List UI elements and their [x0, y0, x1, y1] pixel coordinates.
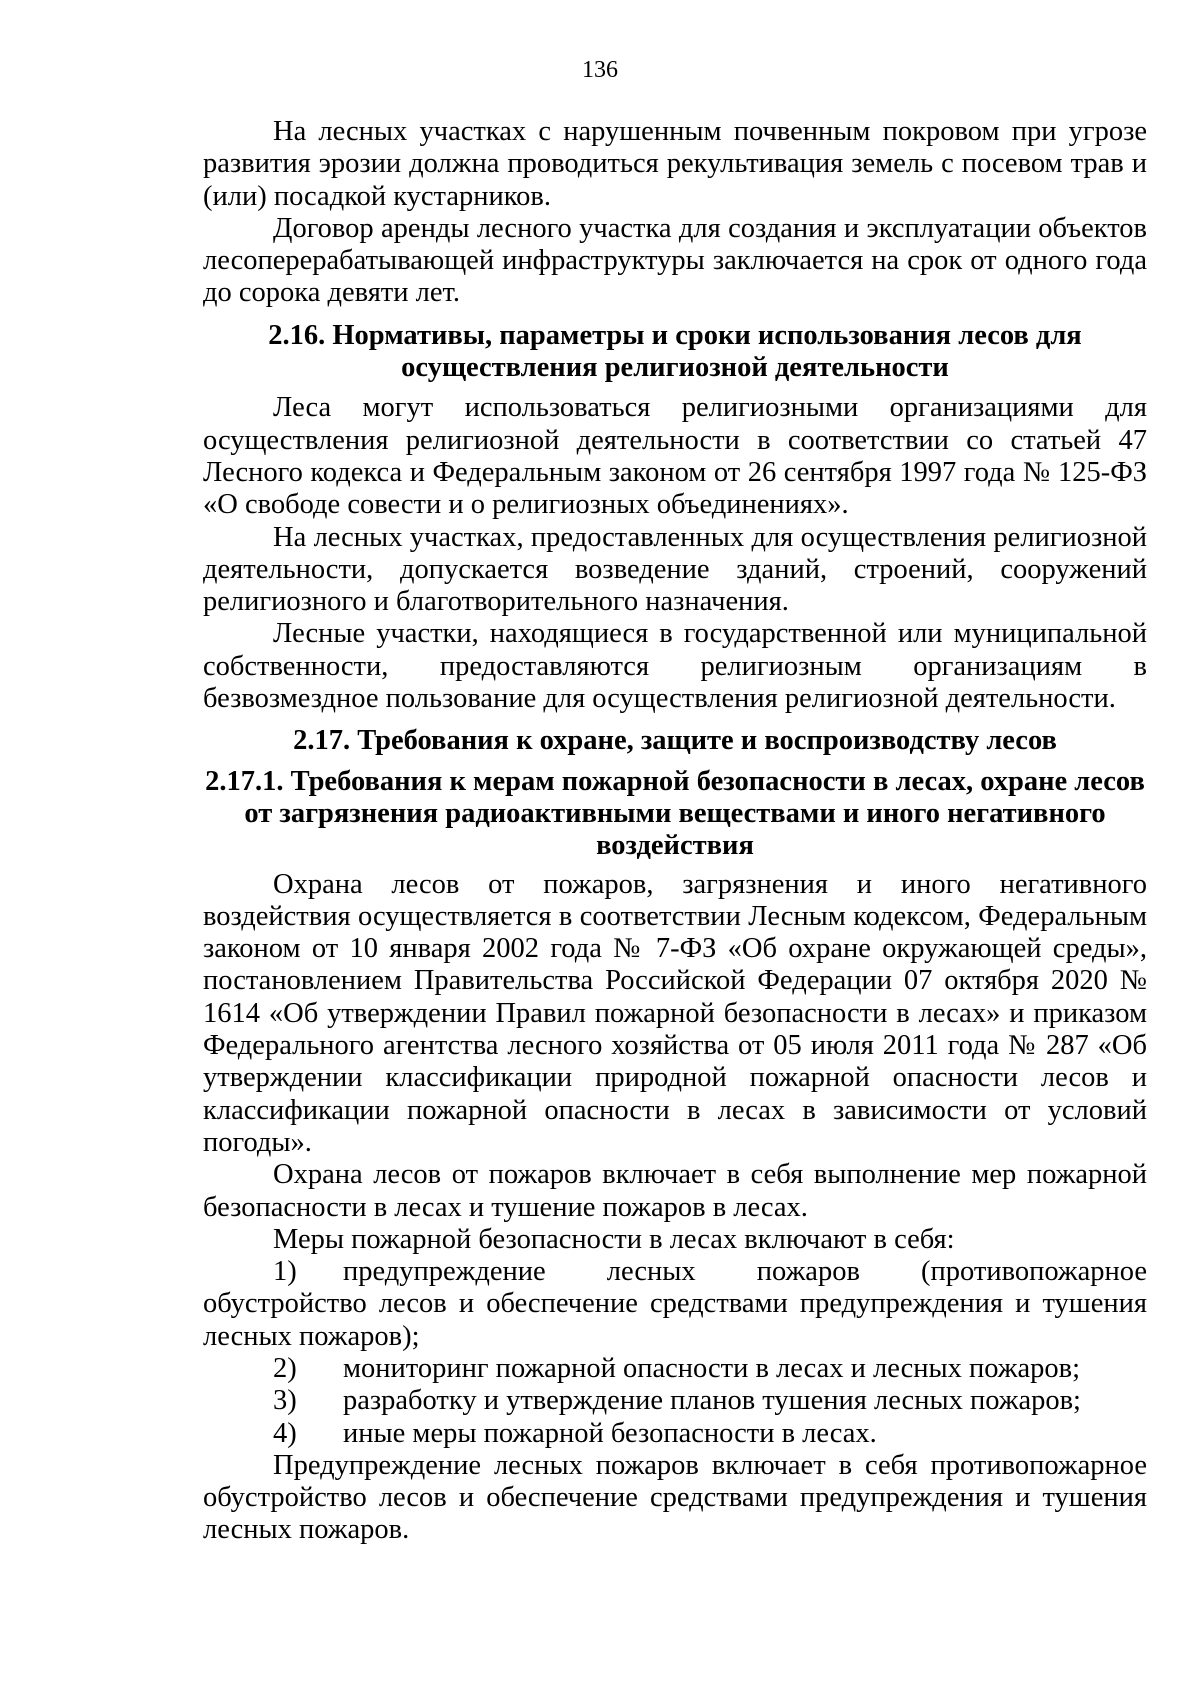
paragraph-forest-protection-law: Охрана лесов от пожаров, загрязнения и иного негативного воздействия осуществляется в соответствии Лесным кодексом, Федеральным законом от 10 января 2002 года № 7-ФЗ «Об охране окружающей среды», постановлением Правительства Российской Федерации 07 октября 2020 № 1614 «Об утверждении Правил пожарной безопасности в лесах» и приказом Федерального агентства лесного хозяйства от 05 июля 2011 года № 287 «Об утверждении классификации природной пожарной опасности лесов и классификации пожарной опасности в лесах в зависимости от условий погоды». [203, 868, 1147, 1158]
paragraph-fire-measures-intro: Меры пожарной безопасности в лесах включают в себя: [273, 1223, 955, 1255]
list-number: 4) [273, 1417, 297, 1449]
document-body [203, 116, 1147, 1547]
list-item-2 [203, 1353, 1147, 1385]
list-item-3 [203, 1385, 1147, 1417]
list-item-text: мониторинг пожарной опасности в лесах и лесных пожаров; [343, 1352, 1081, 1384]
paragraph-lease-term: Договор аренды лесного участка для создания и эксплуатации объектов лесоперерабатывающей инфраструктуры заключается на срок от одного года до сорока девяти лет. [203, 212, 1147, 309]
list-number: 2) [273, 1352, 297, 1384]
paragraph-fire-protection: Охрана лесов от пожаров включает в себя выполнение мер пожарной безопасности в лесах и тушение пожаров в лесах. [203, 1159, 1147, 1223]
list-number: 3) [273, 1385, 297, 1417]
list-item-1 [203, 1256, 1147, 1353]
paragraph-recultivation: На лесных участках с нарушенным почвенным покровом при угрозе развития эрозии должна проводиться рекультивация земель с посевом трав и (или) посадкой кустарников. [203, 116, 1147, 212]
list-number: 1) [273, 1256, 297, 1288]
section-heading-2-16: 2.16. Нормативы, параметры и сроки использования лесов для осуществления религиозной деятельности [268, 319, 1082, 384]
paragraph-religious-buildings: На лесных участках, предоставленных для осуществления религиозной деятельности, допускается возведение зданий, строений, сооружений религиозного и благотворительного назначения. [203, 521, 1147, 618]
page-number: 136 [582, 57, 618, 83]
paragraph-fire-prevention: Предупреждение лесных пожаров включает в себя противопожарное обустройство лесов и обеспечение средствами предупреждения и тушения лесных пожаров. [203, 1449, 1147, 1546]
list-item-text: иные меры пожарной безопасности в лесах. [343, 1417, 877, 1449]
section-heading-2-17-1: 2.17.1. Требования к мерам пожарной безопасности в лесах, охране лесов от загрязнения радиоактивными веществами и иного негативного воздействия [205, 765, 1145, 862]
paragraph-religious-use: Леса могут использоваться религиозными организациями для осуществления религиозной деятельности в соответствии со статьей 47 Лесного кодекса и Федеральным законом от 26 сентября 1997 года № 125-ФЗ «О свободе совести и о религиозных объединениях». [203, 392, 1147, 521]
section-heading-2-17: 2.17. Требования к охране, защите и воспроизводству лесов [293, 725, 1057, 757]
list-item-4 [203, 1418, 1147, 1450]
list-item-text: разработку и утверждение планов тушения лесных пожаров; [343, 1385, 1081, 1417]
paragraph-free-use: Лесные участки, находящиеся в государственной или муниципальной собственности, предоставляются религиозным организациям в безвозмездное пользование для осуществления религиозной деятельности. [203, 618, 1147, 715]
list-item-text: предупреждение лесных пожаров (противопожарное обустройство лесов и обеспечение средствами предупреждения и тушения лесных пожаров); [203, 1256, 1147, 1352]
